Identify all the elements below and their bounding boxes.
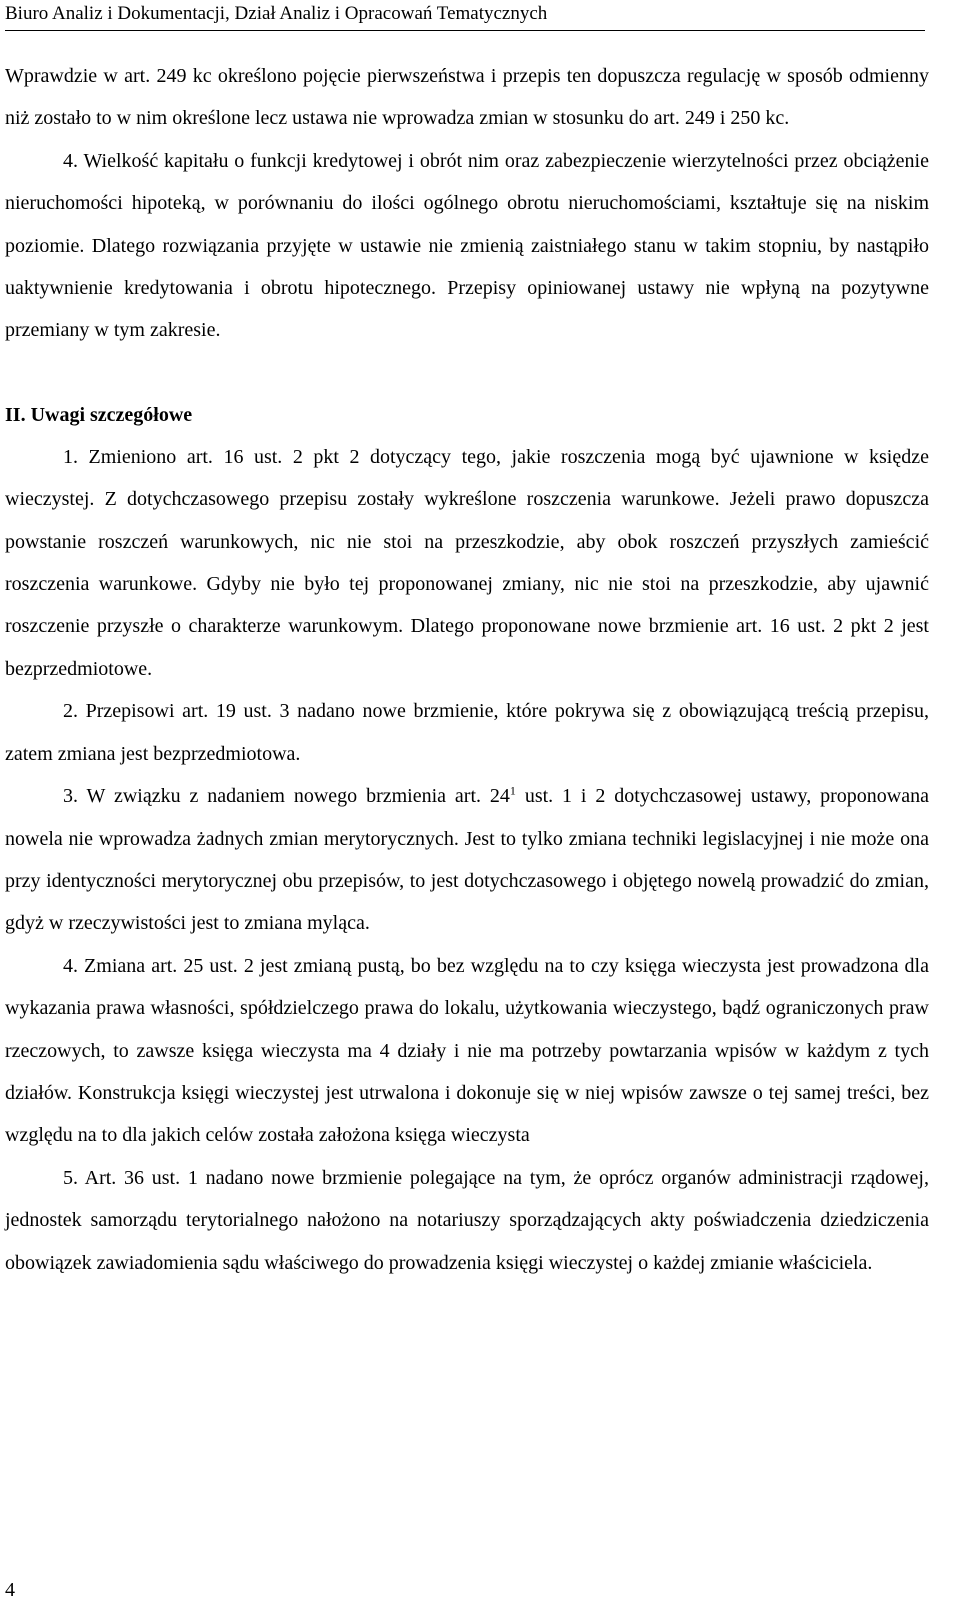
- superscript: 1: [509, 783, 516, 798]
- list-item-5: 5. Art. 36 ust. 1 nadano nowe brzmienie polegające na tym, że oprócz organów administracji rządowej, jednostek samorządu terytorialnego nałożono na notariuszy sporządzających akty poświadczenia dziedziczenia obowiązek zawiadomienia sądu właściwego do prowadzenia księgi wieczystej o każdej zmianie właściciela.: [5, 1166, 929, 1274]
- list-item-4: 4. Zmiana art. 25 ust. 2 jest zmianą pustą, bo bez względu na to czy księga wieczysta jest prowadzona dla wykazania prawa własności, spółdzielczego prawa do lokalu, użytkowania wieczystego, bądź ograniczonych praw rzeczowych, to zawsze księga wieczysta ma 4 działy i nie ma potrzeby powtarzania wpisów w każdym z tych działów. Konstrukcja księgi wieczystej jest utrwalona i dokonuje się w niej wpisów zawsze o tej samej treści, bez względu na to dla jakich celów została założona księga wieczysta: [5, 954, 929, 1147]
- list-item-3: [5, 775, 929, 945]
- spacer: [5, 352, 929, 394]
- list-item-3-text-start: 3. W związku z nadaniem nowego brzmienia art. 24: [63, 785, 510, 808]
- document-body: [5, 55, 929, 1284]
- page-number: 4: [5, 1579, 15, 1601]
- list-item-3-text-end: ust. 1 i 2 dotychczasowej ustawy, proponowana nowela nie wprowadza żadnych zmian merytorycznych. Jest to tylko zmiana techniki legislacyjnej i nie może ona przy identyczności merytorycznej obu przepisów, to jest dotychczasowego i objętego nowelą prowadzić do zmian, gdyż w rzeczywistości jest to zmiana myląca.: [5, 785, 930, 935]
- list-item-2: 2. Przepisowi art. 19 ust. 3 nadano nowe brzmienie, które pokrywa się z obowiązującą treścią przepisu, zatem zmiana jest bezprzedmiotowa.: [5, 700, 929, 765]
- section-heading: II. Uwagi szczegółowe: [5, 403, 193, 426]
- paragraph-pierwszenstwo: Wprawdzie w art. 249 kc określono pojęcie pierwszeństwa i przepis ten dopuszcza regulację w sposób odmienny niż zostało to w nim określone lecz ustawa nie wprowadza zmian w stosunku do art. 249 i 250 kc.: [5, 65, 929, 130]
- running-header: Biuro Analiz i Dokumentacji, Dział Analiz i Opracowań Tematycznych: [5, 0, 925, 31]
- list-item-1: 1. Zmieniono art. 16 ust. 2 pkt 2 dotyczący tego, jakie roszczenia mogą być ujawnione w księdze wieczystej. Z dotychczasowego przepisu zostały wykreślone roszczenia warunkowe. Jeżeli prawo dopuszcza powstanie roszczeń warunkowych, nic nie stoi na przeszkodzie, aby obok roszczeń przyszłych zamieścić roszczenia warunkowe. Gdyby nie było tej proponowanej zmiany, nic nie stoi na przeszkodzie, aby ujawnić roszczenie przyszłe o charakterze warunkowym. Dlatego proponowane nowe brzmienie art. 16 ust. 2 pkt 2 jest bezprzedmiotowe.: [5, 445, 929, 680]
- paragraph-point-4: 4. Wielkość kapitału o funkcji kredytowej i obrót nim oraz zabezpieczenie wierzytelności przez obciążenie nieruchomości hipoteką, w porównaniu do ilości ogólnego obrotu nieruchomościami, kształtuje się na niskim poziomie. Dlatego rozwiązania przyjęte w ustawie nie zmienią zaistniałego stanu w takim stopniu, by nastąpiło uaktywnienie kredytowania i obrotu hipotecznego. Przepisy opiniowanej ustawy nie wpłyną na pozytywne przemiany w tym zakresie.: [5, 149, 929, 342]
